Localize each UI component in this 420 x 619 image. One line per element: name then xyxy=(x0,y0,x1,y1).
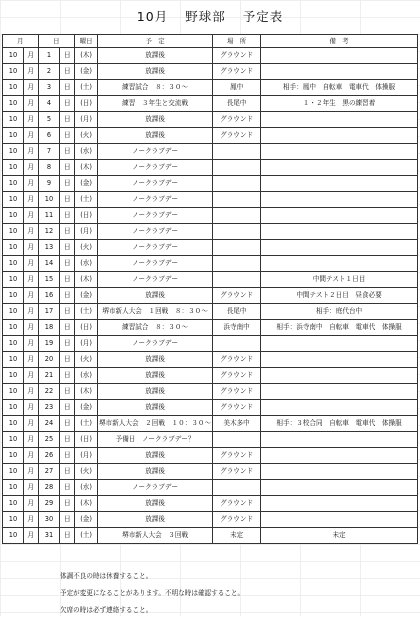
cell-plan: 放課後 xyxy=(98,288,213,304)
cell-month: 10 xyxy=(3,48,24,64)
cell-day: 9 xyxy=(38,176,60,192)
cell-weekday: (月) xyxy=(75,336,98,352)
cell-place: 浜寺南中 xyxy=(213,320,261,336)
cell-day-unit: 日 xyxy=(60,160,75,176)
cell-month-unit: 月 xyxy=(23,80,38,96)
cell-day-unit: 日 xyxy=(60,512,75,528)
cell-day: 25 xyxy=(38,432,60,448)
cell-place: 未定 xyxy=(213,528,261,544)
cell-place: グラウンド xyxy=(213,128,261,144)
schedule-body xyxy=(3,48,418,544)
header-remarks: 備 考 xyxy=(261,35,418,48)
cell-weekday: (土) xyxy=(75,416,98,432)
cell-month: 10 xyxy=(3,512,24,528)
cell-plan: 放課後 xyxy=(98,464,213,480)
cell-month-unit: 月 xyxy=(23,48,38,64)
table-row xyxy=(3,416,418,432)
table-row xyxy=(3,112,418,128)
cell-month: 10 xyxy=(3,352,24,368)
cell-place xyxy=(213,480,261,496)
cell-place: グラウンド xyxy=(213,48,261,64)
cell-day: 19 xyxy=(38,336,60,352)
cell-month: 10 xyxy=(3,416,24,432)
cell-weekday: (日) xyxy=(75,208,98,224)
cell-month: 10 xyxy=(3,368,24,384)
cell-weekday: (金) xyxy=(75,512,98,528)
cell-weekday: (金) xyxy=(75,64,98,80)
table-row xyxy=(3,224,418,240)
cell-place: グラウンド xyxy=(213,384,261,400)
cell-day: 8 xyxy=(38,160,60,176)
cell-plan: ノークラブデー xyxy=(98,160,213,176)
cell-month-unit: 月 xyxy=(23,240,38,256)
table-row xyxy=(3,400,418,416)
cell-month-unit: 月 xyxy=(23,192,38,208)
cell-weekday: (月) xyxy=(75,224,98,240)
cell-month: 10 xyxy=(3,336,24,352)
table-row xyxy=(3,80,418,96)
cell-month-unit: 月 xyxy=(23,320,38,336)
cell-remarks: 未定 xyxy=(261,528,418,544)
cell-weekday: (火) xyxy=(75,240,98,256)
table-row xyxy=(3,512,418,528)
cell-weekday: (金) xyxy=(75,288,98,304)
cell-day: 1 xyxy=(38,48,60,64)
cell-weekday: (木) xyxy=(75,48,98,64)
cell-month: 10 xyxy=(3,128,24,144)
cell-weekday: (月) xyxy=(75,112,98,128)
cell-day-unit: 日 xyxy=(60,224,75,240)
cell-month: 10 xyxy=(3,240,24,256)
cell-month-unit: 月 xyxy=(23,64,38,80)
cell-plan: 練習試合 ８：３０～ xyxy=(98,320,213,336)
cell-weekday: (木) xyxy=(75,160,98,176)
table-row xyxy=(3,144,418,160)
cell-remarks xyxy=(261,48,418,64)
cell-remarks xyxy=(261,192,418,208)
cell-day: 30 xyxy=(38,512,60,528)
cell-month: 10 xyxy=(3,160,24,176)
cell-day-unit: 日 xyxy=(60,80,75,96)
cell-month-unit: 月 xyxy=(23,336,38,352)
cell-month: 10 xyxy=(3,64,24,80)
cell-day-unit: 日 xyxy=(60,464,75,480)
cell-day-unit: 日 xyxy=(60,272,75,288)
cell-place xyxy=(213,208,261,224)
cell-weekday: (土) xyxy=(75,80,98,96)
cell-plan: 放課後 xyxy=(98,400,213,416)
cell-weekday: (木) xyxy=(75,272,98,288)
cell-remarks xyxy=(261,208,418,224)
cell-month-unit: 月 xyxy=(23,464,38,480)
cell-remarks xyxy=(261,240,418,256)
cell-day: 21 xyxy=(38,368,60,384)
cell-day: 29 xyxy=(38,496,60,512)
cell-month: 10 xyxy=(3,192,24,208)
table-row xyxy=(3,336,418,352)
cell-plan: ノークラブデー xyxy=(98,480,213,496)
cell-month: 10 xyxy=(3,208,24,224)
cell-remarks xyxy=(261,496,418,512)
table-row xyxy=(3,528,418,544)
cell-day: 5 xyxy=(38,112,60,128)
cell-place xyxy=(213,256,261,272)
cell-month: 10 xyxy=(3,432,24,448)
cell-month: 10 xyxy=(3,224,24,240)
cell-weekday: (水) xyxy=(75,368,98,384)
cell-remarks: 相手：鳳中 自転車 電車代 体操服 xyxy=(261,80,418,96)
cell-day-unit: 日 xyxy=(60,240,75,256)
cell-month: 10 xyxy=(3,144,24,160)
table-row xyxy=(3,480,418,496)
cell-month-unit: 月 xyxy=(23,288,38,304)
cell-plan: ノークラブデー xyxy=(98,208,213,224)
cell-day: 10 xyxy=(38,192,60,208)
cell-day-unit: 日 xyxy=(60,96,75,112)
cell-place: グラウンド xyxy=(213,400,261,416)
cell-place: グラウンド xyxy=(213,496,261,512)
cell-month-unit: 月 xyxy=(23,496,38,512)
cell-day-unit: 日 xyxy=(60,304,75,320)
cell-place: グラウンド xyxy=(213,464,261,480)
cell-month-unit: 月 xyxy=(23,512,38,528)
cell-day: 2 xyxy=(38,64,60,80)
cell-month: 10 xyxy=(3,80,24,96)
cell-plan: 放課後 xyxy=(98,384,213,400)
cell-day-unit: 日 xyxy=(60,208,75,224)
table-row xyxy=(3,288,418,304)
cell-day: 22 xyxy=(38,384,60,400)
cell-day-unit: 日 xyxy=(60,448,75,464)
cell-remarks xyxy=(261,512,418,528)
cell-remarks: １・２年生 黒の練習着 xyxy=(261,96,418,112)
cell-day: 18 xyxy=(38,320,60,336)
cell-place xyxy=(213,160,261,176)
cell-day: 24 xyxy=(38,416,60,432)
cell-month: 10 xyxy=(3,384,24,400)
cell-plan: ノークラブデー xyxy=(98,192,213,208)
cell-place xyxy=(213,432,261,448)
cell-weekday: (日) xyxy=(75,96,98,112)
cell-month-unit: 月 xyxy=(23,208,38,224)
cell-day: 26 xyxy=(38,448,60,464)
cell-month: 10 xyxy=(3,464,24,480)
cell-remarks xyxy=(261,176,418,192)
cell-remarks xyxy=(261,128,418,144)
cell-remarks xyxy=(261,224,418,240)
cell-day-unit: 日 xyxy=(60,48,75,64)
cell-weekday: (水) xyxy=(75,256,98,272)
cell-month-unit: 月 xyxy=(23,448,38,464)
cell-day: 16 xyxy=(38,288,60,304)
cell-weekday: (日) xyxy=(75,320,98,336)
cell-remarks xyxy=(261,336,418,352)
table-row xyxy=(3,304,418,320)
cell-month: 10 xyxy=(3,400,24,416)
cell-month: 10 xyxy=(3,288,24,304)
cell-remarks xyxy=(261,352,418,368)
cell-remarks xyxy=(261,144,418,160)
cell-month-unit: 月 xyxy=(23,160,38,176)
title-club: 野球部 xyxy=(185,9,226,24)
cell-remarks: 相手：庭代台中 xyxy=(261,304,418,320)
cell-plan: 放課後 xyxy=(98,496,213,512)
table-row xyxy=(3,448,418,464)
cell-day: 7 xyxy=(38,144,60,160)
table-row xyxy=(3,384,418,400)
note-item: 欠席の時は必ず連絡すること。 xyxy=(60,606,153,614)
header-row xyxy=(3,35,418,48)
table-row xyxy=(3,160,418,176)
cell-weekday: (日) xyxy=(75,432,98,448)
header-month: 月 xyxy=(3,35,39,48)
cell-month-unit: 月 xyxy=(23,352,38,368)
cell-month-unit: 月 xyxy=(23,528,38,544)
cell-remarks xyxy=(261,400,418,416)
cell-plan: 堺市新人大会 １回戦 ８：３０～ xyxy=(98,304,213,320)
table-row xyxy=(3,496,418,512)
cell-weekday: (水) xyxy=(75,144,98,160)
table-row xyxy=(3,240,418,256)
cell-place: 鳳中 xyxy=(213,80,261,96)
cell-remarks: 相手：浜寺南中 自転車 電車代 体操服 xyxy=(261,320,418,336)
cell-day-unit: 日 xyxy=(60,144,75,160)
cell-month: 10 xyxy=(3,176,24,192)
cell-day: 28 xyxy=(38,480,60,496)
cell-remarks xyxy=(261,448,418,464)
cell-day: 12 xyxy=(38,224,60,240)
table-row xyxy=(3,464,418,480)
cell-place xyxy=(213,336,261,352)
header-plan: 予 定 xyxy=(98,35,213,48)
cell-day-unit: 日 xyxy=(60,416,75,432)
cell-plan: 放課後 xyxy=(98,368,213,384)
cell-month-unit: 月 xyxy=(23,96,38,112)
cell-day: 23 xyxy=(38,400,60,416)
cell-plan: ノークラブデー xyxy=(98,176,213,192)
cell-day: 13 xyxy=(38,240,60,256)
cell-day-unit: 日 xyxy=(60,352,75,368)
cell-place: 美木多中 xyxy=(213,416,261,432)
cell-plan: ノークラブデー xyxy=(98,144,213,160)
table-row xyxy=(3,368,418,384)
cell-weekday: (土) xyxy=(75,304,98,320)
table-row xyxy=(3,208,418,224)
cell-month-unit: 月 xyxy=(23,368,38,384)
table-row xyxy=(3,64,418,80)
cell-day: 6 xyxy=(38,128,60,144)
cell-month-unit: 月 xyxy=(23,272,38,288)
cell-remarks xyxy=(261,112,418,128)
cell-day-unit: 日 xyxy=(60,432,75,448)
cell-remarks xyxy=(261,64,418,80)
table-row xyxy=(3,256,418,272)
table-row xyxy=(3,272,418,288)
cell-plan: 放課後 xyxy=(98,512,213,528)
cell-place: グラウンド xyxy=(213,352,261,368)
cell-plan: 放課後 xyxy=(98,48,213,64)
cell-place: グラウンド xyxy=(213,288,261,304)
table-row xyxy=(3,96,418,112)
cell-place: グラウンド xyxy=(213,368,261,384)
cell-place xyxy=(213,224,261,240)
cell-plan: 放課後 xyxy=(98,352,213,368)
cell-day-unit: 日 xyxy=(60,112,75,128)
cell-month-unit: 月 xyxy=(23,416,38,432)
cell-remarks xyxy=(261,384,418,400)
cell-month-unit: 月 xyxy=(23,224,38,240)
cell-weekday: (土) xyxy=(75,192,98,208)
cell-day-unit: 日 xyxy=(60,320,75,336)
cell-remarks xyxy=(261,464,418,480)
cell-weekday: (水) xyxy=(75,480,98,496)
cell-plan: 放課後 xyxy=(98,128,213,144)
cell-day-unit: 日 xyxy=(60,496,75,512)
cell-remarks xyxy=(261,256,418,272)
cell-month: 10 xyxy=(3,304,24,320)
cell-day: 14 xyxy=(38,256,60,272)
cell-plan: 放課後 xyxy=(98,112,213,128)
cell-weekday: (木) xyxy=(75,496,98,512)
cell-place: グラウンド xyxy=(213,64,261,80)
cell-day-unit: 日 xyxy=(60,336,75,352)
cell-place xyxy=(213,272,261,288)
table-row xyxy=(3,352,418,368)
cell-weekday: (土) xyxy=(75,528,98,544)
cell-plan: ノークラブデー xyxy=(98,336,213,352)
cell-day-unit: 日 xyxy=(60,256,75,272)
cell-day: 11 xyxy=(38,208,60,224)
cell-month: 10 xyxy=(3,112,24,128)
cell-month: 10 xyxy=(3,320,24,336)
cell-month-unit: 月 xyxy=(23,384,38,400)
cell-weekday: (火) xyxy=(75,464,98,480)
table-row xyxy=(3,192,418,208)
cell-plan: ノークラブデー xyxy=(98,272,213,288)
schedule-table xyxy=(2,34,418,544)
cell-remarks: 相手：３校合同 自転車 電車代 体操服 xyxy=(261,416,418,432)
cell-place: 長尾中 xyxy=(213,304,261,320)
cell-remarks xyxy=(261,480,418,496)
cell-weekday: (金) xyxy=(75,176,98,192)
cell-plan: 練習試合 ８：３０～ xyxy=(98,80,213,96)
cell-remarks: 中間テスト２日目 昼食必要 xyxy=(261,288,418,304)
cell-month-unit: 月 xyxy=(23,432,38,448)
cell-month: 10 xyxy=(3,480,24,496)
note-item: 体調不良の時は休養すること。 xyxy=(60,572,153,580)
cell-plan: 堺市新人大会 ３回戦 xyxy=(98,528,213,544)
cell-day-unit: 日 xyxy=(60,176,75,192)
cell-place: 長尾中 xyxy=(213,96,261,112)
cell-month: 10 xyxy=(3,96,24,112)
cell-place xyxy=(213,176,261,192)
cell-month-unit: 月 xyxy=(23,144,38,160)
cell-weekday: (火) xyxy=(75,352,98,368)
cell-month: 10 xyxy=(3,528,24,544)
table-row xyxy=(3,320,418,336)
cell-place xyxy=(213,192,261,208)
cell-month-unit: 月 xyxy=(23,304,38,320)
cell-remarks xyxy=(261,160,418,176)
cell-day-unit: 日 xyxy=(60,480,75,496)
cell-plan: ノークラブデー xyxy=(98,256,213,272)
cell-plan: 堺市新人大会 ２回戦 １０：３０～ xyxy=(98,416,213,432)
cell-day: 3 xyxy=(38,80,60,96)
cell-place xyxy=(213,144,261,160)
cell-day-unit: 日 xyxy=(60,368,75,384)
cell-remarks xyxy=(261,432,418,448)
table-row xyxy=(3,432,418,448)
cell-day-unit: 日 xyxy=(60,64,75,80)
cell-plan: 練習 ３年生と交流戦 xyxy=(98,96,213,112)
header-weekday: 曜日 xyxy=(75,35,98,48)
cell-day-unit: 日 xyxy=(60,384,75,400)
cell-month: 10 xyxy=(3,272,24,288)
cell-place: グラウンド xyxy=(213,448,261,464)
cell-month-unit: 月 xyxy=(23,400,38,416)
cell-day-unit: 日 xyxy=(60,528,75,544)
cell-month-unit: 月 xyxy=(23,112,38,128)
cell-plan: 放課後 xyxy=(98,448,213,464)
cell-month-unit: 月 xyxy=(23,480,38,496)
cell-day-unit: 日 xyxy=(60,400,75,416)
cell-day: 15 xyxy=(38,272,60,288)
page-title xyxy=(0,8,420,26)
cell-day: 4 xyxy=(38,96,60,112)
cell-day: 20 xyxy=(38,352,60,368)
note-item: 予定が変更になることがあります。不明な時は確認すること。 xyxy=(60,589,245,597)
cell-plan: 放課後 xyxy=(98,64,213,80)
cell-month-unit: 月 xyxy=(23,256,38,272)
cell-day-unit: 日 xyxy=(60,192,75,208)
cell-month-unit: 月 xyxy=(23,176,38,192)
cell-day: 31 xyxy=(38,528,60,544)
cell-day-unit: 日 xyxy=(60,288,75,304)
cell-place: グラウンド xyxy=(213,112,261,128)
cell-plan: ノークラブデー xyxy=(98,240,213,256)
cell-weekday: (木) xyxy=(75,384,98,400)
cell-remarks xyxy=(261,368,418,384)
title-month: 10月 xyxy=(136,9,169,24)
cell-weekday: (月) xyxy=(75,448,98,464)
cell-day: 17 xyxy=(38,304,60,320)
cell-place xyxy=(213,240,261,256)
header-place: 場 所 xyxy=(213,35,261,48)
cell-weekday: (金) xyxy=(75,400,98,416)
table-row xyxy=(3,48,418,64)
cell-place: グラウンド xyxy=(213,512,261,528)
cell-day: 27 xyxy=(38,464,60,480)
table-row xyxy=(3,176,418,192)
cell-remarks: 中間テスト１日目 xyxy=(261,272,418,288)
cell-month: 10 xyxy=(3,256,24,272)
notes xyxy=(60,568,244,619)
header-day: 日 xyxy=(38,35,75,48)
cell-day-unit: 日 xyxy=(60,128,75,144)
table-row xyxy=(3,128,418,144)
cell-month: 10 xyxy=(3,496,24,512)
cell-month: 10 xyxy=(3,448,24,464)
cell-weekday: (火) xyxy=(75,128,98,144)
title-kind: 予定表 xyxy=(242,9,284,24)
cell-plan: ノークラブデー xyxy=(98,224,213,240)
cell-month-unit: 月 xyxy=(23,128,38,144)
cell-plan: 予備日 ノークラブデー？ xyxy=(98,432,213,448)
